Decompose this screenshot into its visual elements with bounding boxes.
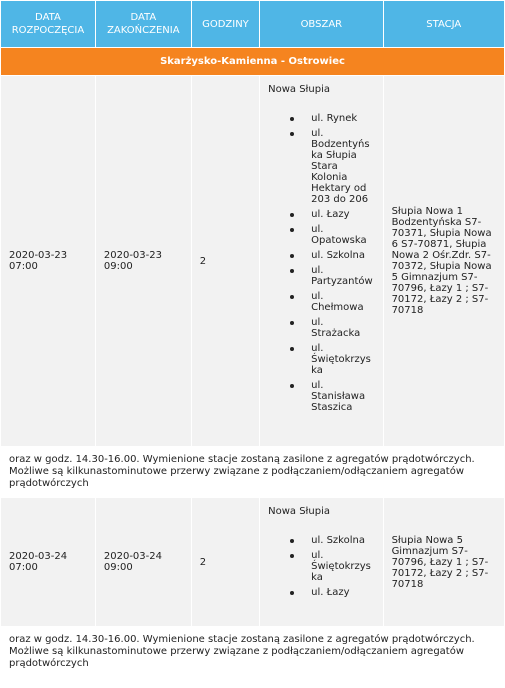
hours-cell: 2	[192, 498, 259, 626]
street-item: ul. Chełmowa	[311, 291, 374, 313]
street-list	[268, 113, 374, 413]
start-date-cell: 2020-03-24 07:00	[1, 498, 95, 626]
header-end-date: DATA ZAKOŃCZENIA	[96, 1, 191, 47]
hours-cell: 2	[192, 76, 259, 446]
table-header-row	[1, 1, 504, 47]
table-row	[1, 76, 504, 446]
station-cell: Słupia Nowa 5 Gimnazjum S7-70796, Łazy 1 ; S7-70172, Łazy 2 ; S7-70718	[384, 498, 504, 626]
street-item: ul. Opatowska	[311, 224, 374, 246]
header-station: STACJA	[384, 1, 504, 47]
street-item: ul. Łazy	[311, 209, 374, 220]
area-title: Nowa Słupia	[268, 84, 330, 95]
region-name: Skarżysko-Kamienna - Ostrowiec	[1, 48, 504, 75]
note-text: oraz w godz. 14.30-16.00. Wymienione stacje zostaną zasilone z agregatów prądotwórczych. Możliwe są kilkunastominutowe przerwy związane z podłączaniem/odłączaniem agregatów prądotwórczych	[1, 627, 504, 677]
station-cell: Słupia Nowa 1 Bodzentyńska S7-70371, Słupia Nowa 6 S7-70871, Słupia Nowa 2 Ośr.Zdr. S7-70372, Słupia Nowa 5 Gimnazjum S7-70796, Łazy 1 ; S7-70172, Łazy 2 ; S7-70718	[384, 76, 504, 446]
area-title: Nowa Słupia	[268, 506, 330, 517]
area-cell	[260, 76, 382, 446]
note-row	[1, 447, 504, 497]
area-cell	[260, 498, 382, 626]
street-item: ul. Bodzentyńska Słupia Stara Kolonia Hektary od 203 do 206	[311, 128, 374, 205]
street-list	[268, 535, 374, 598]
note-text: oraz w godz. 14.30-16.00. Wymienione stacje zostaną zasilone z agregatów prądotwórczych. Możliwe są kilkunastominutowe przerwy związane z podłączaniem/odłączaniem agregatów prądotwórczych	[1, 447, 504, 497]
street-item: ul. Łazy	[311, 587, 374, 598]
header-start-date: DATA ROZPOCZĘCIA	[1, 1, 95, 47]
end-date-cell: 2020-03-23 09:00	[96, 76, 191, 446]
header-hours: GODZINY	[192, 1, 259, 47]
street-item: ul. Szkolna	[311, 250, 374, 261]
header-area: OBSZAR	[260, 1, 382, 47]
street-item: ul. Stanisława Staszica	[311, 380, 374, 413]
street-item: ul. Rynek	[311, 113, 374, 124]
street-item: ul. Partyzantów	[311, 265, 373, 287]
street-item: ul. Świętokrzyska	[311, 343, 374, 376]
end-date-cell: 2020-03-24 09:00	[96, 498, 191, 626]
street-item: ul. Świętokrzyska	[311, 550, 374, 583]
region-row	[1, 48, 504, 75]
table-row	[1, 498, 504, 626]
street-item: ul. Szkolna	[311, 535, 374, 546]
street-item: ul. Strażacka	[311, 317, 374, 339]
note-row	[1, 627, 504, 677]
start-date-cell: 2020-03-23 07:00	[1, 76, 95, 446]
